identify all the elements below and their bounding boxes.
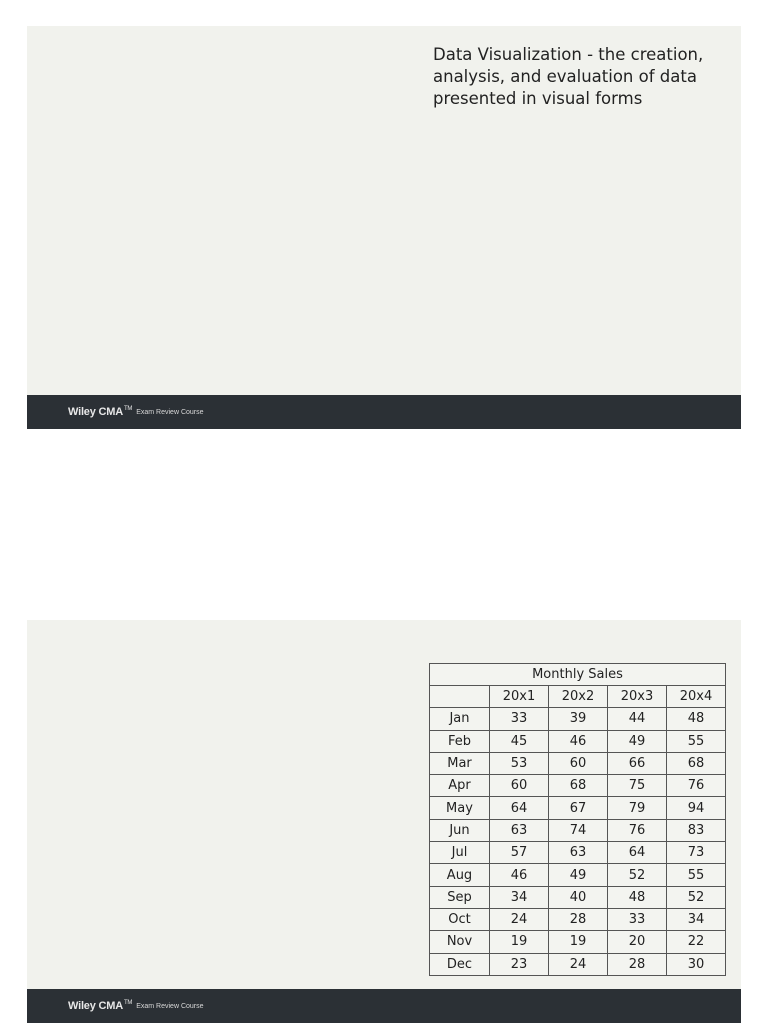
table-row bbox=[430, 752, 726, 774]
footer-brand-name: Wiley CMA bbox=[68, 1000, 123, 1012]
table-row bbox=[430, 842, 726, 864]
table-cell: 83 bbox=[667, 819, 726, 841]
table-cell: 19 bbox=[490, 931, 549, 953]
table-cell: 33 bbox=[490, 708, 549, 730]
table-cell: 76 bbox=[608, 819, 667, 841]
table-cell: 57 bbox=[490, 842, 549, 864]
table-cell: 68 bbox=[667, 752, 726, 774]
table-cell: 39 bbox=[549, 708, 608, 730]
table-header-row bbox=[430, 686, 726, 708]
table-row bbox=[430, 931, 726, 953]
table-cell: 40 bbox=[549, 886, 608, 908]
table-row bbox=[430, 819, 726, 841]
table-row-month: Nov bbox=[430, 931, 490, 953]
table-cell: 55 bbox=[667, 864, 726, 886]
table-cell: 75 bbox=[608, 775, 667, 797]
footer-subtitle: Exam Review Course bbox=[136, 1002, 204, 1010]
table-cell: 30 bbox=[667, 953, 726, 975]
table-row bbox=[430, 797, 726, 819]
table-cell: 68 bbox=[549, 775, 608, 797]
table-cell: 20 bbox=[608, 931, 667, 953]
table-row-month: Jun bbox=[430, 819, 490, 841]
table-cell: 45 bbox=[490, 730, 549, 752]
table-cell: 49 bbox=[608, 730, 667, 752]
table-cell: 60 bbox=[490, 775, 549, 797]
table-cell: 23 bbox=[490, 953, 549, 975]
table-cell: 24 bbox=[549, 953, 608, 975]
table-cell: 49 bbox=[549, 864, 608, 886]
table-cell: 46 bbox=[490, 864, 549, 886]
table-cell: 94 bbox=[667, 797, 726, 819]
table-row bbox=[430, 730, 726, 752]
table-header-year: 20x3 bbox=[608, 686, 667, 708]
table-row bbox=[430, 864, 726, 886]
footer-brand bbox=[68, 406, 132, 418]
table-header-year: 20x1 bbox=[490, 686, 549, 708]
footer-trademark: TM bbox=[123, 406, 133, 413]
table-cell: 46 bbox=[549, 730, 608, 752]
slide-footer bbox=[27, 989, 741, 1023]
table-row-month: Jan bbox=[430, 708, 490, 730]
table-row bbox=[430, 953, 726, 975]
table-cell: 64 bbox=[608, 842, 667, 864]
table-row-month: Sep bbox=[430, 886, 490, 908]
table-cell: 63 bbox=[549, 842, 608, 864]
table-row-month: Aug bbox=[430, 864, 490, 886]
table-row bbox=[430, 908, 726, 930]
footer-trademark: TM bbox=[123, 1000, 133, 1007]
table-cell: 44 bbox=[608, 708, 667, 730]
table-cell: 48 bbox=[667, 708, 726, 730]
table-row bbox=[430, 886, 726, 908]
table-cell: 19 bbox=[549, 931, 608, 953]
table-cell: 63 bbox=[490, 819, 549, 841]
slide-2 bbox=[27, 620, 741, 1023]
footer-brand bbox=[68, 1000, 132, 1012]
table-row-month: Feb bbox=[430, 730, 490, 752]
table-header-empty bbox=[430, 686, 490, 708]
table-cell: 66 bbox=[608, 752, 667, 774]
table-cell: 28 bbox=[549, 908, 608, 930]
table-row-month: Jul bbox=[430, 842, 490, 864]
table-row bbox=[430, 775, 726, 797]
table-cell: 60 bbox=[549, 752, 608, 774]
table-cell: 28 bbox=[608, 953, 667, 975]
footer-subtitle: Exam Review Course bbox=[136, 408, 204, 416]
table-cell: 33 bbox=[608, 908, 667, 930]
table-cell: 22 bbox=[667, 931, 726, 953]
table-cell: 34 bbox=[667, 908, 726, 930]
table-row-month: May bbox=[430, 797, 490, 819]
table-cell: 53 bbox=[490, 752, 549, 774]
table-row bbox=[430, 708, 726, 730]
table-row-month: Apr bbox=[430, 775, 490, 797]
table-body bbox=[430, 708, 726, 976]
table-cell: 74 bbox=[549, 819, 608, 841]
table-header-year: 20x2 bbox=[549, 686, 608, 708]
table-row-month: Dec bbox=[430, 953, 490, 975]
table-cell: 73 bbox=[667, 842, 726, 864]
table-row-month: Mar bbox=[430, 752, 490, 774]
table-cell: 24 bbox=[490, 908, 549, 930]
table-cell: 48 bbox=[608, 886, 667, 908]
table-cell: 64 bbox=[490, 797, 549, 819]
monthly-sales-table bbox=[429, 663, 726, 976]
table-cell: 76 bbox=[667, 775, 726, 797]
table-row-month: Oct bbox=[430, 908, 490, 930]
slide-footer bbox=[27, 395, 741, 429]
table-cell: 34 bbox=[490, 886, 549, 908]
table-cell: 67 bbox=[549, 797, 608, 819]
table-cell: 52 bbox=[608, 864, 667, 886]
table-cell: 79 bbox=[608, 797, 667, 819]
table-cell: 52 bbox=[667, 886, 726, 908]
table-caption: Monthly Sales bbox=[430, 664, 726, 686]
table-cell: 55 bbox=[667, 730, 726, 752]
footer-brand-name: Wiley CMA bbox=[68, 406, 123, 418]
slide-1 bbox=[27, 26, 741, 429]
slide-definition-text: Data Visualization - the creation, analysis, and evaluation of data presented in visual forms bbox=[433, 45, 704, 108]
table-header-year: 20x4 bbox=[667, 686, 726, 708]
